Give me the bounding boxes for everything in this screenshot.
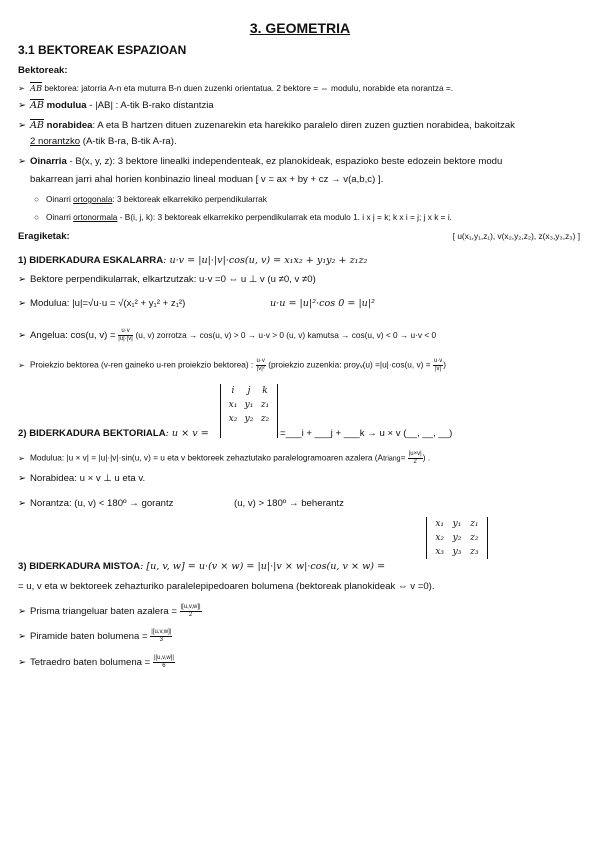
bullet-arrow-icon: ➢	[18, 631, 27, 643]
piramide-fraction: $\frac{|[u,v,w]|}{3}$	[151, 629, 172, 643]
angelua-line	[18, 328, 584, 343]
norantza-line	[18, 498, 584, 510]
eragiketak-vectors: [ u(x₁,y₁,z₁), v(x₂,y₂,z₂), z(x₃,y₃,z₃) ]	[452, 231, 580, 241]
bullet-arrow-icon: ➢	[18, 274, 27, 285]
prisma-line	[18, 604, 584, 619]
matrix-row: x₂ y₂ z₂	[435, 533, 479, 543]
ortonormala-underline: ortonormala	[73, 212, 118, 222]
oinarria-line	[18, 156, 584, 168]
mistoa-line	[18, 561, 584, 573]
ab-symbol: $\overline{AB}$	[30, 120, 44, 131]
proiekzioa-fraction: $\frac{u\cdot v}{\text{|v|²}}$	[256, 358, 265, 372]
prisma-fraction: $\frac{|[u,v,w]|}{2}$	[180, 604, 201, 618]
ortogonala-underline: ortogonala	[73, 194, 113, 204]
angelua-rest: (u, v) zorrotza → cos(u, v) > 0 → u·v > 0 (u, v) kamutsa → cos(u, v) < 0 → u·v < 0	[135, 330, 437, 341]
mistoa-line-2: = u, v eta w bektoreek zehazturiko paralelepipedoaren bolumena (bektoreak planokideak ⇔ v =0).	[18, 581, 435, 592]
piramide-line	[18, 629, 584, 644]
norabidea-line	[18, 120, 584, 132]
ortonormala-line	[34, 211, 584, 223]
bullet-arrow-icon: ➢	[18, 498, 27, 509]
ortonormala-text: - B(i, j, k): 3 bektoreak elkarrekiko perpendikularrak eta modulo 1. i x j = k; k x i = j; j x k = i.	[117, 212, 452, 222]
modulua-eskalar-line	[18, 298, 584, 310]
bektoreak-label: Bektoreak:	[18, 65, 68, 76]
norabidea-cont	[30, 136, 584, 148]
bullet-arrow-icon: ➢	[18, 606, 27, 618]
triang-fraction: $\frac{|u\times v|}{2}$	[408, 451, 422, 465]
modulua-bektorial-text: Modulua: |u × v| = |u|·|v|·sin(u, v) = u eta v bektoreek zehaztutako paralelogramoaren azalera (A	[30, 452, 384, 463]
mistoa-heading: 3) BIDERKADURA MISTOA	[18, 561, 141, 572]
bullet-arrow-icon: ➢	[18, 657, 27, 669]
proiekzioa-label: Proiekzio bektorea (v-ren gaineko u-ren proiekzio bektorea) :	[30, 359, 254, 370]
matrix-row: x₁ y₁ z₁	[228, 400, 270, 410]
ortonormala-pre: Oinarri	[45, 212, 74, 222]
page-title: 3. GEOMETRIA	[249, 20, 351, 36]
mistoa-formula: : [u, v, w] = u·(v × w) = |u|·|v × w|·cos(u, v × w) =	[140, 561, 386, 572]
bullet-arrow-icon: ➢	[18, 330, 27, 342]
triang-subscript: triang	[383, 455, 401, 463]
ortogonala-pre: Oinarri	[45, 194, 74, 204]
modulua-bektorial-line: ➢ Modulua: |u × v| = |u|·|v|·sin(u, v) = u eta v bektoreek zehaztutako paralelogramoaren azalera (Atriang= $\frac{|u\times v|}{2}$ ) .	[18, 451, 431, 465]
norabidea-bektorial-line	[18, 473, 584, 485]
tetraedro-line	[18, 655, 584, 670]
matrix-row: x₁ y₁ z₁	[435, 519, 479, 529]
norantza-text: Norantza: (u, v) < 180º → gorantz	[30, 498, 174, 509]
norabidea-bold: norabidea	[43, 120, 93, 131]
modulua-eskalar-2: u·u = |u|²·cos 0 = |u|²	[270, 298, 375, 309]
eragiketak-label: Eragiketak:	[18, 231, 70, 242]
perp-text: Bektore perpendikularrak, elkartzutzak: u·v =0 ⇔ u ⊥ v (u ≠0, v ≠0)	[30, 274, 316, 285]
ortogonala-text: : 3 bektoreak elkarrekiko perpendikularrak	[112, 194, 267, 204]
oinarria-bold: Oinarria	[30, 156, 67, 167]
perp-line	[18, 274, 584, 286]
bektoriala-after: =___i + ___j + ___k → u × v (__, __, __)	[280, 428, 453, 439]
eskalarra-formula: : u·v = |u|·|v|·cos(u, v) = x₁x₂ + y₁y₂ + z₁z₂	[163, 255, 368, 266]
prisma-text: Prisma triangeluar baten azalera =	[30, 606, 177, 618]
modulua-line	[18, 100, 584, 112]
piramide-text: Piramide baten bolumena =	[30, 631, 148, 643]
norabidea-bektorial-text: Norabidea: u × v ⊥ u eta v.	[30, 473, 146, 484]
bullet-arrow-icon: ➢	[18, 156, 27, 167]
angelua-label: Angelua: cos(u, v) =	[30, 330, 116, 342]
norantza-text-2: (u, v) > 180º → beherantz	[234, 498, 344, 509]
ortogonala-line	[34, 193, 584, 205]
bullet-arrow-icon: ➢	[18, 83, 25, 93]
circle-bullet-icon: ○	[34, 212, 46, 222]
oinarria-text: - B(x, y, z): 3 bektore linealki independenteak, ez planokideak, espazioko beste edozein bektore modu	[66, 156, 503, 167]
mixed-product-matrix	[426, 517, 488, 559]
matrix-row: x₂ y₂ z₂	[228, 414, 270, 424]
modulua-eskalar-text: Modulua: |u|=√u·u = √(x₁² + y₁² + z₁²)	[30, 298, 186, 309]
matrix-row: x₃ y₃ z₃	[435, 547, 479, 557]
circle-bullet-icon: ○	[34, 194, 46, 204]
norabidea-underline: 2 norantzko	[30, 136, 81, 147]
ab-symbol: $\overline{AB}$	[30, 83, 43, 93]
bullet-arrow-icon: ➢	[18, 100, 27, 111]
proiekzioa-fraction-2: $\frac{u\cdot v}{|v|}$	[433, 358, 443, 372]
ab-symbol: $\overline{AB}$	[30, 100, 44, 111]
bektoriala-heading: 2) BIDERKADURA BEKTORIALA	[18, 428, 166, 439]
bullet-arrow-icon: ➢	[18, 359, 25, 370]
modulua-bold: modulua	[43, 100, 87, 111]
bullet-arrow-icon: ➢	[18, 473, 27, 484]
bullet-arrow-icon: ➢	[18, 120, 27, 131]
matrix-row: i j k	[231, 386, 268, 396]
bektoriala-formula: : u × v =	[165, 428, 209, 439]
tetraedro-text: Tetraedro baten bolumena =	[30, 657, 151, 669]
oinarria-cont: bakarrean jarri ahal horien konbinazio lineal moduan [ v = ax + by + cz → v(a,b,c) ].	[30, 174, 384, 185]
bullet-arrow-icon: ➢	[18, 452, 25, 463]
angelua-fraction: $\frac{u\cdot v}{|u|\cdot|v|}$	[118, 328, 133, 342]
proiekzioa-rest: (proiekzio zuzenkia: proyᵥ(u) =|u|·cos(u, v) =	[268, 359, 431, 370]
modulua-text: - |AB| : A-tik B-rako distantzia	[86, 100, 214, 111]
bektoriala-line	[18, 428, 584, 440]
norabidea-cont-text: (A-tik B-ra, B-tik A-ra).	[80, 136, 177, 147]
proiekzioa-line: ➢ Proiekzio bektorea (v-ren gaineko u-ren proiekzio bektorea) : $\frac{u\cdot v}{\text{|v|²}}$ (proiekzio zuzenkia: proyᵥ(u) =|u|·cos(u, v) = $\frac{u\cdot v}{|v|}$ )	[18, 358, 446, 372]
eskalarra-line	[18, 255, 584, 267]
section-heading: 3.1 BEKTOREAK ESPAZIOAN	[18, 43, 187, 57]
norabidea-text: : A eta B hartzen dituen zuzenarekin eta harekiko paralelo diren zuzen guztien norabidea, bakoitzak	[92, 120, 515, 131]
eskalarra-heading: 1) BIDERKADURA ESKALARRA	[18, 255, 164, 266]
tetraedro-fraction: $\frac{|[u,v,w]|}{6}$	[153, 655, 174, 669]
bullet-arrow-icon: ➢	[18, 298, 27, 309]
bektorea-line	[18, 82, 584, 94]
bektorea-text: bektorea: jatorria A-n eta muturra B-n duen zuzenki orientatua. 2 bektore = ⇔ modulu, norabide eta norantza =.	[42, 83, 454, 93]
